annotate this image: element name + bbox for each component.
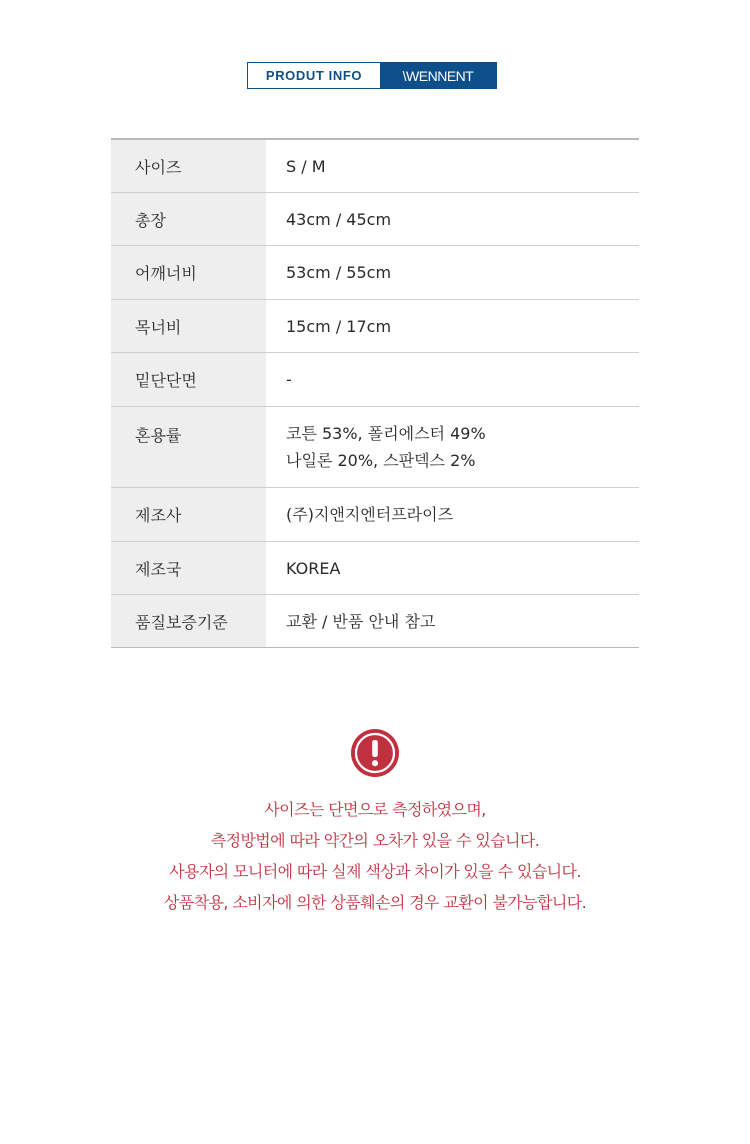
row-value (266, 595, 639, 647)
row-value (266, 246, 639, 299)
row-value-line: 코튼 53%, 폴리에스터 49% (286, 424, 486, 443)
row-value (266, 488, 639, 541)
row-value-line: (주)지앤지엔터프라이즈 (286, 505, 454, 524)
row-label: 품질보증기준 (111, 595, 266, 647)
row-label: 사이즈 (111, 140, 266, 192)
row-value-line: S / M (286, 156, 326, 176)
row-label: 혼용률 (111, 407, 266, 487)
table-row-material (111, 407, 639, 488)
row-value (266, 542, 639, 594)
row-value-line: - (286, 370, 292, 389)
notice-line: 사이즈는 단면으로 측정하였으며, (264, 800, 486, 819)
row-value-line: 43cm / 45cm (286, 209, 392, 229)
product-info-badge (247, 62, 497, 89)
notice-line: 측정방법에 따라 약간의 오차가 있을 수 있습니다. (210, 831, 540, 850)
row-label: 제조사 (111, 488, 266, 541)
row-value (266, 407, 639, 487)
table-row-country (111, 542, 639, 595)
row-value (266, 353, 639, 406)
table-row-warranty (111, 595, 639, 648)
product-info-table (111, 138, 639, 648)
row-value (266, 193, 639, 245)
row-value-line: 나일론 20%, 스판덱스 2% (286, 451, 476, 470)
brand-label: \WENNENT (380, 63, 496, 88)
row-label: 밑단단면 (111, 353, 266, 406)
row-label: 총장 (111, 193, 266, 245)
row-label: 목너비 (111, 300, 266, 352)
table-row-neck (111, 300, 639, 353)
product-info-label: PRODUT INFO (248, 63, 380, 88)
row-value (266, 140, 639, 192)
row-value-line: 15cm / 17cm (286, 316, 392, 336)
table-row-length (111, 193, 639, 246)
table-row-size (111, 140, 639, 193)
table-row-manufacturer (111, 488, 639, 542)
size-notice (60, 794, 690, 918)
row-value-line: KOREA (286, 558, 341, 578)
row-value (266, 300, 639, 352)
row-value-line: 53cm / 55cm (286, 263, 392, 282)
row-value-line: 교환 / 반품 안내 참고 (286, 611, 436, 631)
row-label: 제조국 (111, 542, 266, 594)
exclamation-circle-icon (350, 728, 400, 778)
row-label: 어깨너비 (111, 246, 266, 299)
notice-line: 사용자의 모니터에 따라 실제 색상과 차이가 있을 수 있습니다. (169, 862, 581, 881)
table-row-shoulder (111, 246, 639, 300)
table-row-hem (111, 353, 639, 407)
notice-line: 상품착용, 소비자에 의한 상품훼손의 경우 교환이 불가능합니다. (163, 893, 587, 912)
